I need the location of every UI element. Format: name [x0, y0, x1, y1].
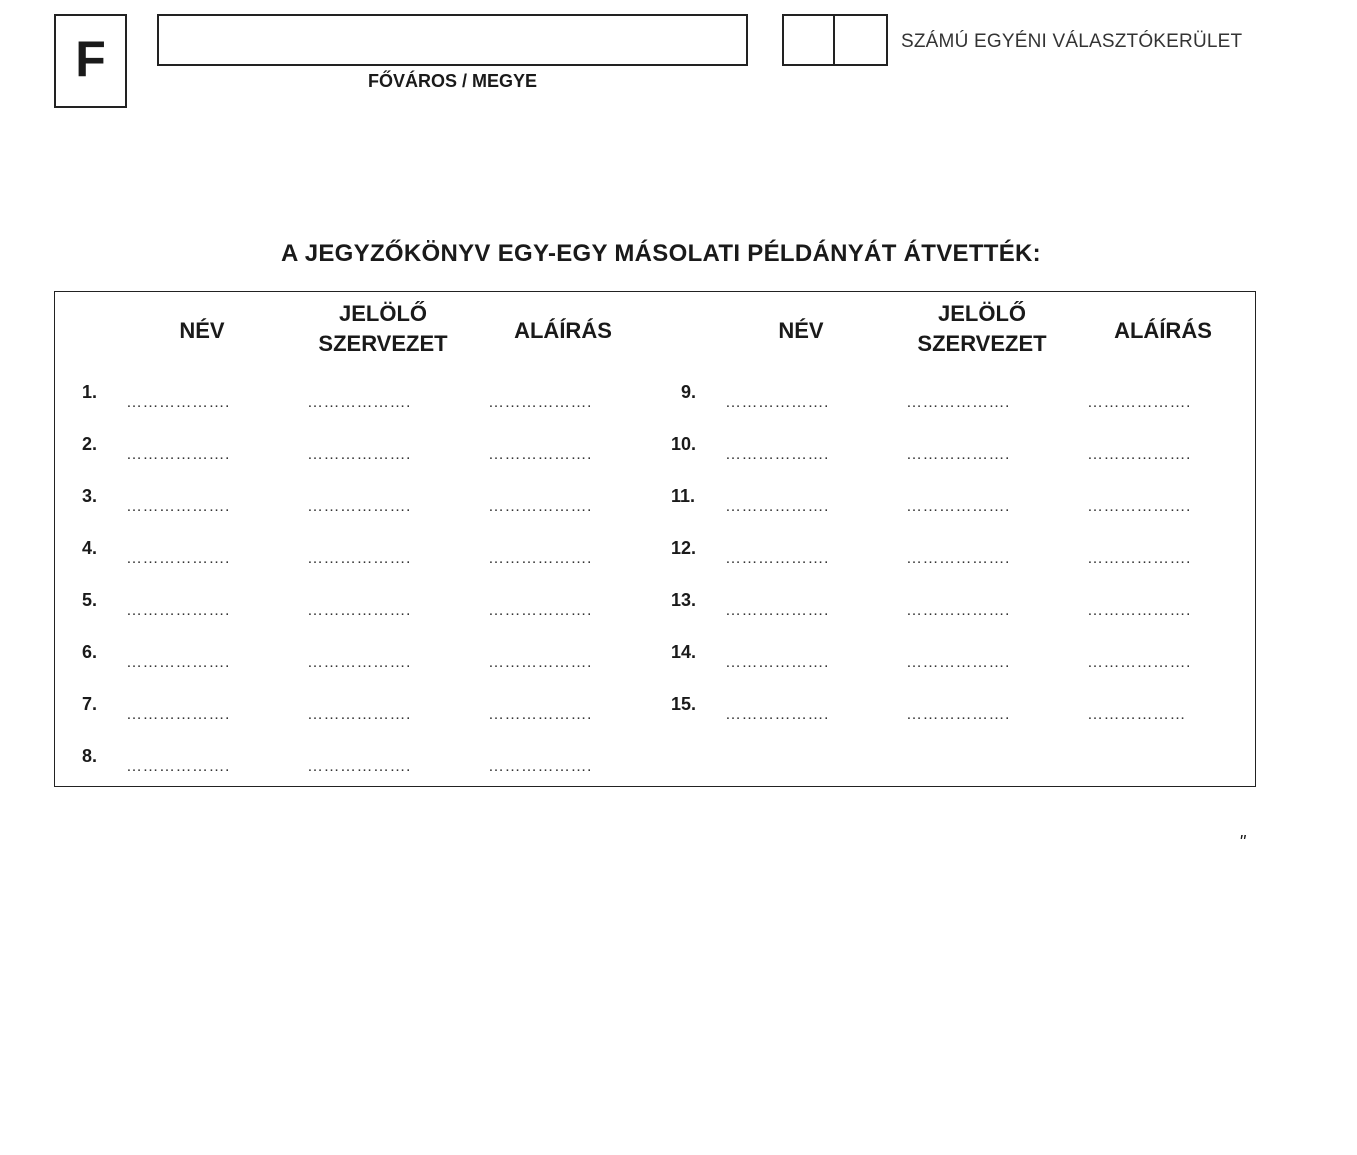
- row-number: 2.: [82, 434, 98, 454]
- signature-field[interactable]: ……………….: [488, 498, 592, 515]
- name-field[interactable]: ……………….: [126, 654, 230, 671]
- name-field[interactable]: ……………….: [725, 394, 829, 411]
- left-org-header-line1: JELÖLŐ: [338, 301, 427, 326]
- row-number: 11.: [671, 486, 696, 506]
- signature-field[interactable]: ……………….: [488, 654, 592, 671]
- county-label: FŐVÁROS / MEGYE: [367, 71, 538, 91]
- left-org-header: [298, 299, 468, 359]
- row-number: 3.: [82, 486, 98, 506]
- org-field[interactable]: ……………….: [307, 602, 411, 619]
- name-field[interactable]: ……………….: [126, 706, 230, 723]
- district-digit-box-2[interactable]: [835, 14, 888, 66]
- row-number: 4.: [82, 538, 98, 558]
- org-field[interactable]: ……………….: [307, 550, 411, 567]
- org-field[interactable]: ……………….: [906, 446, 1010, 463]
- signature-field[interactable]: ……………….: [488, 602, 592, 619]
- signature-table-frame: [54, 291, 1256, 787]
- row-number: 15.: [671, 694, 697, 714]
- right-org-header: [897, 299, 1067, 359]
- signature-field[interactable]: ……………….: [488, 706, 592, 723]
- row-number: 13.: [671, 590, 697, 610]
- name-field[interactable]: ……………….: [126, 498, 230, 515]
- org-field[interactable]: ……………….: [906, 498, 1010, 515]
- name-field[interactable]: ……………….: [725, 706, 829, 723]
- county-input-field[interactable]: [157, 14, 748, 66]
- row-number: 9.: [681, 382, 697, 402]
- name-field[interactable]: ……………….: [126, 394, 230, 411]
- org-field[interactable]: ……………….: [906, 706, 1010, 723]
- signature-field[interactable]: ……………….: [488, 446, 592, 463]
- org-field[interactable]: ……………….: [906, 654, 1010, 671]
- row-number: 6.: [82, 642, 98, 662]
- org-field[interactable]: ……………….: [307, 758, 411, 775]
- org-field[interactable]: ……………….: [307, 654, 411, 671]
- row-number: 12.: [671, 538, 697, 558]
- name-field[interactable]: ……………….: [725, 602, 829, 619]
- org-field[interactable]: ……………….: [307, 498, 411, 515]
- district-digit-box-1[interactable]: [782, 14, 835, 66]
- name-field[interactable]: ……………….: [725, 498, 829, 515]
- name-field[interactable]: ……………….: [725, 550, 829, 567]
- right-org-header-line2: SZERVEZET: [917, 331, 1047, 356]
- name-field[interactable]: ……………….: [126, 602, 230, 619]
- left-org-header-line2: SZERVEZET: [318, 331, 448, 356]
- left-signature-header: ALÁÍRÁS: [514, 318, 612, 343]
- org-field[interactable]: ……………….: [307, 706, 411, 723]
- signature-field[interactable]: ……………….: [488, 394, 592, 411]
- district-label: SZÁMÚ EGYÉNI VÁLASZTÓKERÜLET: [901, 31, 1243, 52]
- footer-mark: ": [1239, 832, 1246, 852]
- right-signature-header: ALÁÍRÁS: [1114, 318, 1212, 343]
- signature-field[interactable]: ……………….: [1087, 654, 1191, 671]
- signature-field[interactable]: ……………….: [488, 550, 592, 567]
- org-field[interactable]: ……………….: [906, 394, 1010, 411]
- name-field[interactable]: ……………….: [725, 446, 829, 463]
- form-letter-box: [54, 14, 127, 108]
- org-field[interactable]: ……………….: [906, 550, 1010, 567]
- name-field[interactable]: ……………….: [725, 654, 829, 671]
- name-field[interactable]: ……………….: [126, 758, 230, 775]
- row-number: 14.: [671, 642, 697, 662]
- signature-field[interactable]: ……………….: [1087, 550, 1191, 567]
- page-title: A JEGYZŐKÖNYV EGY-EGY MÁSOLATI PÉLDÁNYÁT ÁTVETTÉK:: [281, 240, 1041, 267]
- row-number: 5.: [82, 590, 98, 610]
- name-field[interactable]: ……………….: [126, 446, 230, 463]
- row-number: 10.: [671, 434, 697, 454]
- signature-field[interactable]: ……………….: [1087, 394, 1191, 411]
- org-field[interactable]: ……………….: [307, 446, 411, 463]
- form-letter: F: [75, 31, 106, 87]
- name-field[interactable]: ……………….: [126, 550, 230, 567]
- signature-field[interactable]: ………………: [1087, 706, 1186, 723]
- signature-field[interactable]: ……………….: [1087, 446, 1191, 463]
- org-field[interactable]: ……………….: [307, 394, 411, 411]
- signature-field[interactable]: ……………….: [488, 758, 592, 775]
- signature-field[interactable]: ……………….: [1087, 498, 1191, 515]
- org-field[interactable]: ……………….: [906, 602, 1010, 619]
- row-number: 7.: [82, 694, 98, 714]
- left-name-header: NÉV: [179, 318, 225, 343]
- row-number: 8.: [82, 746, 98, 766]
- row-number: 1.: [82, 382, 98, 402]
- right-org-header-line1: JELÖLŐ: [937, 301, 1026, 326]
- signature-field[interactable]: ……………….: [1087, 602, 1191, 619]
- right-name-header: NÉV: [778, 318, 824, 343]
